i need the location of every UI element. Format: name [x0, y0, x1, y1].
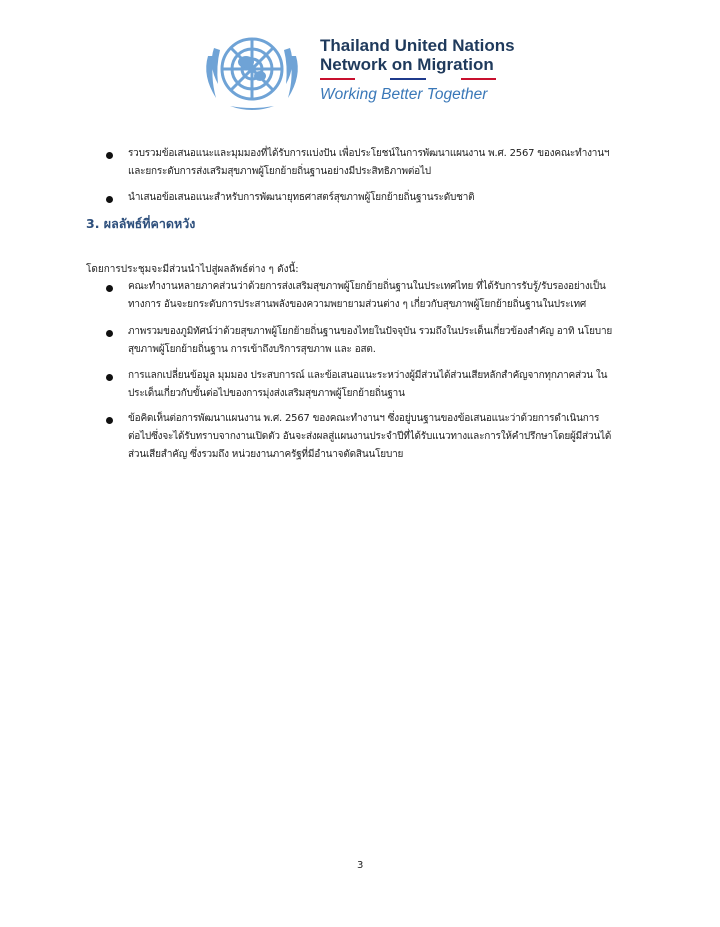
- page-number: 3: [357, 860, 364, 871]
- list-item-text: การแลกเปลี่ยนข้อมูล มุมมอง ประสบการณ์ และข้อเสนอแนะระหว่างผู้มีส่วนได้ส่วนเสียหลักสำคัญจากทุกภาคส่วน ใน ประเด็นเกี่ยวกับขั้นต่อไปของการมุ่งส่งเสริมสุขภาพผู้โยกย้ายถิ่นฐาน: [128, 370, 608, 399]
- section-heading: 3. ผลลัพธ์ที่คาดหวัง: [86, 216, 196, 231]
- list-item-text: รวบรวมข้อเสนอแนะและมุมมองที่ได้รับการแบ่งปัน เพื่อประโยชน์ในการพัฒนาแผนงาน พ.ศ. 2567 ของคณะทำงานฯ และยกระดับการส่งเสริมสุขภาพผู้โยกย้ายถิ่นฐานอย่างมีประสิทธิภาพต่อไป: [128, 148, 610, 177]
- list-item-text: นำเสนอข้อเสนอแนะสำหรับการพัฒนายุทธศาสตร์สุขภาพผู้โยกย้ายถิ่นฐานระดับชาติ: [128, 192, 475, 203]
- list-item-text: ข้อคิดเห็นต่อการพัฒนาแผนงาน พ.ศ. 2567 ของคณะทำงานฯ ซึ่งอยู่บนฐานของข้อเสนอแนะว่าด้วยการดำเนินการ ต่อไปซึ่งจะได้รับทราบจากงานเปิดตัว อันจะส่งผลสู่แผนงานประจำปีที่ได้รับแนวทางและการให้คำปรึกษาโดยผู้มีส่วนได้ ส่วนเสียสำคัญ ซึ่งรวมถึง หน่วยงานภาครัฐที่มีอำนาจตัดสินนโยบาย: [128, 413, 612, 460]
- org-title: [320, 36, 515, 74]
- list-item-text: คณะทำงานหลายภาคส่วนว่าด้วยการส่งเสริมสุขภาพผู้โยกย้ายถิ่นฐานในประเทศไทย ที่ได้รับการรับรู้/รับรองอย่างเป็น ทางการ อันจะยกระดับการประสานพลังของความพยายามส่วนต่าง ๆ เกี่ยวกับสุขภาพผู้โยกย้ายถิ่นฐานในประเทศ: [128, 281, 606, 310]
- tagline: Working Better Together: [320, 86, 488, 103]
- org-title-line1: Thailand United Nations: [320, 36, 515, 55]
- bullet-icon: [106, 417, 113, 424]
- un-emblem-icon: [200, 26, 304, 116]
- bullet-icon: [106, 152, 113, 159]
- intro-text: โดยการประชุมจะมีส่วนนำไปสู่ผลลัพธ์ต่าง ๆ ดังนี้:: [86, 264, 299, 275]
- org-title-line2: Network on Migration: [320, 55, 494, 74]
- bullet-icon: [106, 330, 113, 337]
- flag-color-rule: [320, 78, 496, 80]
- page-header: [200, 26, 540, 116]
- bullet-icon: [106, 196, 113, 203]
- list-item-text: ภาพรวมของภูมิทัศน์ว่าด้วยสุขภาพผู้โยกย้ายถิ่นฐานของไทยในปัจจุบัน รวมถึงในประเด็นเกี่ยวข้องสำคัญ อาทิ นโยบาย สุขภาพผู้โยกย้ายถิ่นฐาน การเข้าถึงบริการสุขภาพ และ อสต.: [128, 326, 613, 355]
- bullet-icon: [106, 374, 113, 381]
- bullet-icon: [106, 285, 113, 292]
